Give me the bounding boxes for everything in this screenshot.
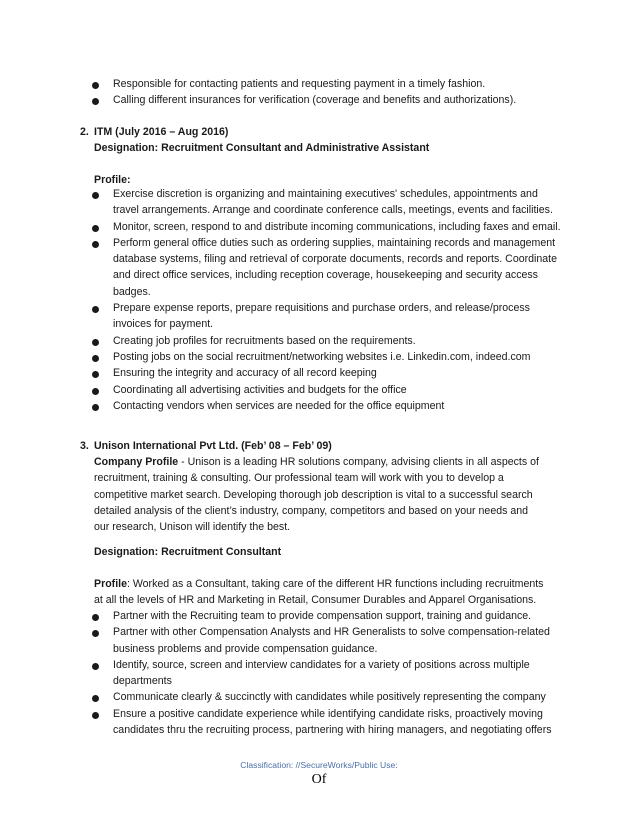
profile-paragraph: Profile: Worked as a Consultant, taking care of the different HR functions including recruitments at all the levels of HR and Marketing in Retail, Consumer Durables and Apparel Organisations.	[94, 578, 544, 607]
section3-bullet-list	[0, 608, 638, 738]
bullet-icon	[92, 630, 99, 637]
section-designation: Designation: Recruitment Consultant	[94, 546, 282, 558]
section2-bullet-list	[0, 186, 638, 414]
company-profile: Company Profile - Unison is a leading HR solutions company, advising clients in all aspects of recruitment, training & consulting. Our professional team will work with you to develop a competitive market search. Developing thorough job description is vital to a successful search detailed analysis of the client’s industry, company, competitors and based on your needs and our research, Unison will identify the best.	[94, 456, 539, 534]
bullet-icon	[92, 712, 99, 719]
list-item: Monitor, screen, respond to and distribute incoming communications, including faxes and email.	[0, 219, 561, 235]
bullet-icon	[92, 339, 99, 346]
bullet-icon	[92, 614, 99, 621]
classification-footer: Classification: //SecureWorks/Public Use:	[240, 760, 398, 770]
bullet-icon	[92, 404, 99, 411]
list-item: Communicate clearly & succinctly with candidates while positively representing the company	[0, 689, 561, 705]
list-item: Ensure a positive candidate experience while identifying candidate risks, proactively moving candidates thru the recruiting process, partnering with hiring managers, and negotiating offers	[0, 706, 561, 739]
bullet-icon	[92, 98, 99, 105]
list-item: Exercise discretion is organizing and maintaining executives' schedules, appointments and travel arrangements. Arrange and coordinate conference calls, meetings, events and facilities.	[0, 186, 561, 219]
section-designation: Designation: Recruitment Consultant and Administrative Assistant	[94, 142, 430, 154]
list-item: Coordinating all advertising activities and budgets for the office	[0, 382, 561, 398]
section-company: ITM (July 2016 – Aug 2016)	[94, 126, 229, 138]
list-item: Ensuring the integrity and accuracy of all record keeping	[0, 365, 561, 381]
profile-label: Profile:	[94, 174, 131, 186]
bullet-icon	[92, 695, 99, 702]
bullet-icon	[92, 388, 99, 395]
list-item: Contacting vendors when services are needed for the office equipment	[0, 398, 561, 414]
list-item: Calling different insurances for verification (coverage and benefits and authorizations).	[0, 92, 561, 108]
section-number: 3.	[80, 440, 89, 452]
list-item: Posting jobs on the social recruitment/networking websites i.e. Linkedin.com, indeed.com	[0, 349, 561, 365]
section-number: 2.	[80, 126, 89, 138]
page-of-label: Of	[311, 772, 327, 787]
top-bullet-list	[0, 76, 638, 109]
bullet-icon	[92, 82, 99, 89]
bullet-icon	[92, 306, 99, 313]
section-company: Unison International Pvt Ltd. (Feb’ 08 – Feb’ 09)	[94, 440, 332, 452]
list-item: Perform general office duties such as ordering supplies, maintaining records and management database systems, filing and retrieval of corporate documents, records and reports. Coordinate and direct office services, including reception coverage, housekeeping and security access badges.	[0, 235, 561, 300]
list-item: Responsible for contacting patients and requesting payment in a timely fashion.	[0, 76, 561, 92]
bullet-icon	[92, 225, 99, 232]
list-item: Prepare expense reports, prepare requisitions and purchase orders, and release/process invoices for payment.	[0, 300, 561, 333]
bullet-icon	[92, 355, 99, 362]
list-item: Partner with other Compensation Analysts and HR Generalists to solve compensation-related business problems and provide compensation guidance.	[0, 624, 561, 657]
bullet-icon	[92, 241, 99, 248]
bullet-icon	[92, 192, 99, 199]
list-item: Creating job profiles for recruitments based on the requirements.	[0, 333, 561, 349]
list-item: Identify, source, screen and interview candidates for a variety of positions across multiple departments	[0, 657, 561, 690]
list-item: Partner with the Recruiting team to provide compensation support, training and guidance.	[0, 608, 561, 624]
bullet-icon	[92, 663, 99, 670]
bullet-icon	[92, 371, 99, 378]
